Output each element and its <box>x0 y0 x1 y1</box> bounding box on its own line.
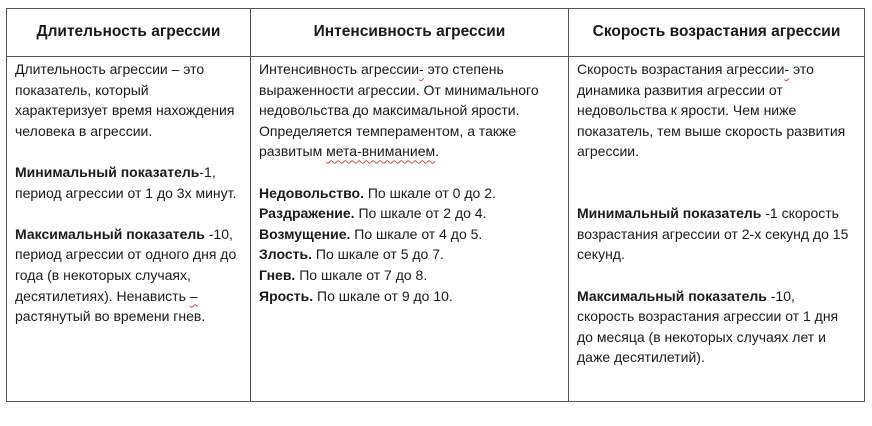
intensity-definition <box>259 59 560 162</box>
intensity-meta-word: мета-вниманием <box>326 143 436 160</box>
duration-max <box>15 224 242 327</box>
speed-max <box>577 286 856 368</box>
intensity-level <box>259 244 560 265</box>
intensity-level-text: По шкале от 5 до 7. <box>312 246 444 263</box>
intensity-level <box>259 265 560 286</box>
duration-min-separator: - <box>199 163 205 180</box>
speed-definition-text: это динамика развития агрессии от недовольства к ярости. Чем ниже показатель, тем выше скорость развития агрессии. <box>577 61 846 160</box>
intensity-definition-end: . <box>435 143 439 160</box>
duration-definition: Длительность агрессии – это показатель, который характеризует время нахождения человека в агрессии. <box>15 61 235 139</box>
header-row <box>7 9 865 57</box>
header-speed: Скорость возрастания агрессии <box>569 9 865 57</box>
intensity-level <box>259 286 560 307</box>
header-duration: Длительность агрессии <box>7 9 251 57</box>
intensity-level-text: По шкале от 4 до 5. <box>350 225 483 242</box>
intensity-level <box>259 183 560 204</box>
duration-min <box>15 162 242 203</box>
speed-max-label: Максимальный показатель <box>577 287 767 304</box>
intensity-level <box>259 224 560 245</box>
aggression-parameters-table <box>6 8 865 402</box>
cell-duration <box>7 57 251 402</box>
header-intensity: Интенсивность агрессии <box>251 9 569 57</box>
content-row <box>7 57 865 402</box>
duration-max-text: -10, период агрессии от одного дня до года (в некоторых случаях, десятилетиях). Ненависть <box>15 225 237 304</box>
speed-min-label: Минимальный показатель <box>577 205 762 222</box>
speed-max-text: -10, скорость возрастания агрессии от 1 дня до месяца (в некоторых случаях лет и даже десятилетий). <box>577 287 839 366</box>
speed-term-separator: - <box>784 61 790 77</box>
intensity-level-text: По шкале от 2 до 4. <box>354 205 487 222</box>
intensity-level-name: Гнев. <box>259 266 296 283</box>
intensity-definition-text: это степень выраженности агрессии. От минимального недовольства до максимальной ярости. Определяется темпераментом, а также развитым <box>259 61 539 160</box>
intensity-level-text: По шкале от 7 до 8. <box>295 266 428 283</box>
speed-min-text: -1 скорость возрастания агрессии от 2-х секунд до 15 секунд. <box>577 205 849 263</box>
intensity-level <box>259 203 560 224</box>
duration-max-label: Максимальный показатель <box>15 225 205 242</box>
intensity-term: Интенсивность агрессии <box>259 61 420 77</box>
duration-min-text: 1, период агрессии от 1 до 3х минут. <box>15 163 237 201</box>
duration-max-tail: растянутый во времени гнев. <box>15 308 206 325</box>
intensity-term-separator: - <box>419 61 424 77</box>
cell-speed <box>569 57 865 402</box>
intensity-level-name: Возмущение. <box>259 225 351 242</box>
speed-min <box>577 203 856 265</box>
speed-term: Скорость возрастания агрессии <box>577 61 785 77</box>
intensity-level-name: Злость. <box>259 246 312 263</box>
intensity-level-name: Раздражение. <box>259 205 355 222</box>
cell-intensity <box>251 57 569 402</box>
duration-max-dash: – <box>189 287 198 304</box>
intensity-level-name: Недовольство. <box>259 184 364 201</box>
duration-min-label: Минимальный показатель <box>15 163 200 180</box>
speed-definition <box>577 59 856 162</box>
intensity-level-text: По шкале от 0 до 2. <box>363 184 496 201</box>
intensity-level-name: Ярость. <box>259 287 314 304</box>
intensity-level-text: По шкале от 9 до 10. <box>313 287 453 304</box>
